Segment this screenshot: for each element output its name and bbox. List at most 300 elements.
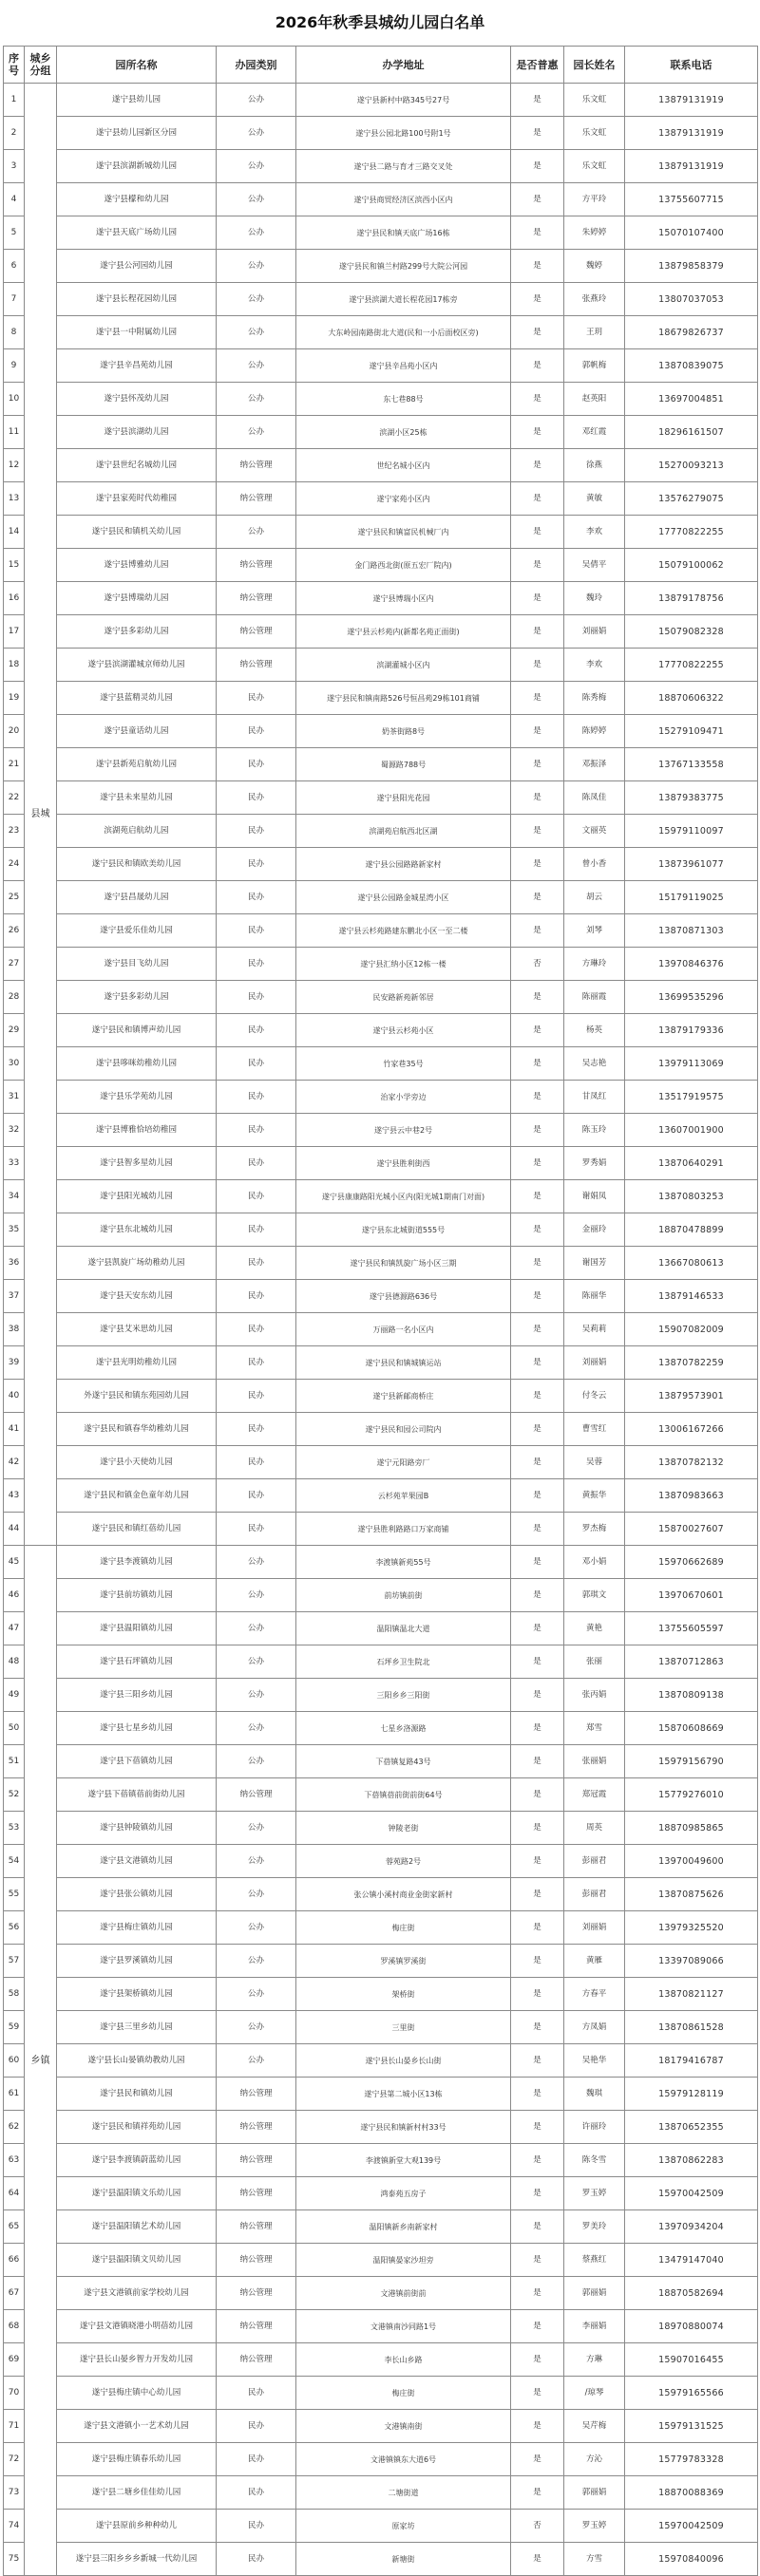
cell-phone: 13873961077	[625, 848, 758, 881]
cell-addr: 世纪名城小区内	[296, 449, 511, 482]
cell-principal: 胡云	[564, 881, 625, 914]
table-row	[4, 2277, 758, 2310]
table-row	[4, 2310, 758, 2343]
cell-principal: 吴蓉	[564, 1446, 625, 1479]
table-row	[4, 1313, 758, 1346]
cell-phone: 15970840096	[625, 2543, 758, 2576]
cell-type: 民办	[217, 682, 296, 715]
cell-addr: 奶茶街路8号	[296, 715, 511, 748]
header-principal: 园长姓名	[564, 47, 625, 84]
table-row	[4, 84, 758, 117]
cell-name: 遂宁县多彩幼儿园	[57, 981, 217, 1014]
cell-inclusive: 是	[511, 1180, 564, 1213]
cell-addr: 东七巷88号	[296, 383, 511, 416]
cell-type: 民办	[217, 1081, 296, 1114]
table-row	[4, 2343, 758, 2377]
cell-seq: 58	[4, 1978, 25, 2011]
table-body	[4, 84, 758, 2576]
cell-type: 民办	[217, 1446, 296, 1479]
table-row	[4, 848, 758, 881]
cell-addr: 治家小学旁边	[296, 1081, 511, 1114]
cell-phone: 13870862283	[625, 2144, 758, 2177]
cell-inclusive: 是	[511, 1313, 564, 1346]
cell-name: 遂宁县梅庄镇幼儿园	[57, 1911, 217, 1945]
cell-addr: 二塘街道	[296, 2476, 511, 2510]
cell-addr: 金门路西北街(原五宏厂院内)	[296, 549, 511, 582]
cell-phone: 13870652355	[625, 2111, 758, 2144]
cell-name: 遂宁县张公镇幼儿园	[57, 1878, 217, 1911]
cell-inclusive: 是	[511, 615, 564, 649]
cell-name: 遂宁县温阳镇文乐幼儿园	[57, 2177, 217, 2210]
cell-principal: 甘凤红	[564, 1081, 625, 1114]
cell-phone: 13870712863	[625, 1645, 758, 1679]
cell-addr: 文港镇镇东大道6号	[296, 2443, 511, 2476]
cell-type: 纳公管理	[217, 2177, 296, 2210]
cell-addr: 文港镇南沙同路1号	[296, 2310, 511, 2343]
cell-addr: 遂宁县民和镇南路526号恒昌苑29栋101商铺	[296, 682, 511, 715]
cell-type: 公办	[217, 250, 296, 283]
cell-inclusive: 是	[511, 1446, 564, 1479]
cell-principal: 杨英	[564, 1014, 625, 1047]
table-row	[4, 649, 758, 682]
cell-seq: 39	[4, 1346, 25, 1380]
cell-phone: 18870088369	[625, 2476, 758, 2510]
cell-inclusive: 是	[511, 117, 564, 150]
cell-name: 遂宁县乐学苑幼儿园	[57, 1081, 217, 1114]
table-row	[4, 216, 758, 250]
table-row	[4, 516, 758, 549]
table-row	[4, 1479, 758, 1513]
cell-inclusive: 是	[511, 1413, 564, 1446]
table-row	[4, 449, 758, 482]
cell-addr: 遂宁县商贸经济区滨西小区内	[296, 183, 511, 216]
cell-seq: 5	[4, 216, 25, 250]
cell-principal: 黄敏	[564, 482, 625, 516]
cell-type: 民办	[217, 748, 296, 781]
cell-principal: 罗玉婷	[564, 2177, 625, 2210]
cell-principal: 魏玲	[564, 582, 625, 615]
cell-type: 民办	[217, 848, 296, 881]
cell-seq: 50	[4, 1712, 25, 1745]
cell-principal: /琼琴	[564, 2377, 625, 2410]
cell-addr: 云杉苑苹果园B	[296, 1479, 511, 1513]
cell-inclusive: 是	[511, 2410, 564, 2443]
table-header-row	[4, 47, 758, 84]
cell-inclusive: 是	[511, 582, 564, 615]
cell-addr: 遂宁县辛昌苑小区内	[296, 349, 511, 383]
table-row	[4, 1546, 758, 1579]
cell-type: 公办	[217, 1978, 296, 2011]
cell-inclusive: 是	[511, 1945, 564, 1978]
cell-phone: 15179119025	[625, 881, 758, 914]
cell-addr: 遂宁县德源路636号	[296, 1280, 511, 1313]
cell-seq: 3	[4, 150, 25, 183]
cell-phone: 13870803253	[625, 1180, 758, 1213]
cell-inclusive: 是	[511, 914, 564, 948]
cell-addr: 遂宁县新村中路345号27号	[296, 84, 511, 117]
table-row	[4, 2210, 758, 2244]
cell-seq: 45	[4, 1546, 25, 1579]
cell-inclusive: 是	[511, 1878, 564, 1911]
cell-type: 民办	[217, 948, 296, 981]
cell-phone: 13979113069	[625, 1047, 758, 1081]
cell-addr: 滨湖小区25栋	[296, 416, 511, 449]
cell-principal: 谢娟凤	[564, 1180, 625, 1213]
cell-addr: 钟陵老街	[296, 1812, 511, 1845]
cell-name: 外遂宁县民和镇东苑园幼儿园	[57, 1380, 217, 1413]
cell-seq: 29	[4, 1014, 25, 1047]
cell-addr: 遂宁县民和镇城镇运站	[296, 1346, 511, 1380]
cell-principal: 陈婷婷	[564, 715, 625, 748]
cell-addr: 万丽路一名小区内	[296, 1313, 511, 1346]
cell-type: 纳公管理	[217, 2210, 296, 2244]
cell-name: 遂宁县天安东幼儿园	[57, 1280, 217, 1313]
cell-inclusive: 是	[511, 283, 564, 316]
cell-addr: 遂宁县民和镇凯旋广场小区三期	[296, 1247, 511, 1280]
cell-type: 纳公管理	[217, 582, 296, 615]
cell-principal: 彭丽君	[564, 1845, 625, 1878]
cell-inclusive: 是	[511, 2144, 564, 2177]
cell-phone: 15907082009	[625, 1313, 758, 1346]
cell-phone: 13879178756	[625, 582, 758, 615]
cell-inclusive: 是	[511, 1812, 564, 1845]
cell-phone: 18870582694	[625, 2277, 758, 2310]
cell-addr: 遂宁县公园路金城星湾小区	[296, 881, 511, 914]
cell-type: 民办	[217, 1047, 296, 1081]
table-row	[4, 283, 758, 316]
cell-name: 遂宁县多彩幼儿园	[57, 615, 217, 649]
table-row	[4, 1645, 758, 1679]
cell-seq: 26	[4, 914, 25, 948]
cell-name: 遂宁县哆咪幼稚幼儿园	[57, 1047, 217, 1081]
cell-type: 纳公管理	[217, 649, 296, 682]
table-row	[4, 1679, 758, 1712]
cell-phone: 13870782132	[625, 1446, 758, 1479]
cell-seq: 7	[4, 283, 25, 316]
cell-principal: 郑雪	[564, 1712, 625, 1745]
cell-phone: 13667080613	[625, 1247, 758, 1280]
cell-phone: 15270093213	[625, 449, 758, 482]
cell-addr: 遂宁县滨湖大道长程花园17栋旁	[296, 283, 511, 316]
cell-seq: 53	[4, 1812, 25, 1845]
cell-seq: 75	[4, 2543, 25, 2576]
cell-addr: 遂宁县康康路阳光城小区内(阳光城1期南门对面)	[296, 1180, 511, 1213]
cell-addr: 竹家巷35号	[296, 1047, 511, 1081]
cell-phone: 13870875626	[625, 1878, 758, 1911]
cell-inclusive: 是	[511, 881, 564, 914]
cell-seq: 14	[4, 516, 25, 549]
cell-addr: 民安路新苑新邻居	[296, 981, 511, 1014]
cell-seq: 17	[4, 615, 25, 649]
cell-phone: 13870821127	[625, 1978, 758, 2011]
cell-phone: 13970049600	[625, 1845, 758, 1878]
cell-name: 遂宁县长山晏乡智力开发幼儿园	[57, 2343, 217, 2377]
cell-principal: 邓振泽	[564, 748, 625, 781]
cell-inclusive: 是	[511, 150, 564, 183]
cell-type: 纳公管理	[217, 2244, 296, 2277]
cell-principal: 陈丽华	[564, 1280, 625, 1313]
cell-addr: 文港镇前街前	[296, 2277, 511, 2310]
table-row	[4, 1247, 758, 1280]
cell-inclusive: 是	[511, 1745, 564, 1778]
cell-type: 民办	[217, 1479, 296, 1513]
cell-inclusive: 是	[511, 84, 564, 117]
cell-name: 遂宁县前坊镇幼儿园	[57, 1579, 217, 1612]
table-row	[4, 1047, 758, 1081]
cell-name: 遂宁县爱乐佳幼儿园	[57, 914, 217, 948]
cell-addr: 梅庄街	[296, 1911, 511, 1945]
table-row	[4, 2543, 758, 2576]
cell-phone: 13879383775	[625, 781, 758, 815]
cell-principal: 徐燕	[564, 449, 625, 482]
cell-principal: 方琳	[564, 2343, 625, 2377]
cell-seq: 40	[4, 1380, 25, 1413]
cell-inclusive: 是	[511, 1978, 564, 2011]
cell-type: 民办	[217, 1213, 296, 1247]
cell-phone: 13870640291	[625, 1147, 758, 1180]
cell-principal: 邓小娟	[564, 1546, 625, 1579]
cell-seq: 12	[4, 449, 25, 482]
cell-phone: 13697004851	[625, 383, 758, 416]
cell-name: 遂宁县一中附属幼儿园	[57, 316, 217, 349]
cell-name: 遂宁县滨湖灌城京师幼儿园	[57, 649, 217, 682]
cell-phone: 15779276010	[625, 1778, 758, 1812]
cell-name: 遂宁县民和镇金色童年幼儿园	[57, 1479, 217, 1513]
cell-type: 公办	[217, 316, 296, 349]
cell-seq: 52	[4, 1778, 25, 1812]
cell-inclusive: 是	[511, 316, 564, 349]
cell-name: 遂宁县民和镇春华幼稚幼儿园	[57, 1413, 217, 1446]
cell-phone: 18870478899	[625, 1213, 758, 1247]
cell-inclusive: 是	[511, 981, 564, 1014]
cell-inclusive: 是	[511, 1612, 564, 1645]
cell-inclusive: 是	[511, 2177, 564, 2210]
cell-seq: 37	[4, 1280, 25, 1313]
cell-name: 遂宁县三阳乡乡乡新城一代幼儿园	[57, 2543, 217, 2576]
cell-principal: 吴莉莉	[564, 1313, 625, 1346]
cell-phone: 13870782259	[625, 1346, 758, 1380]
table-row	[4, 2111, 758, 2144]
cell-addr: 下蓓镇蓓前街前街64号	[296, 1778, 511, 1812]
cell-type: 纳公管理	[217, 449, 296, 482]
cell-type: 民办	[217, 1413, 296, 1446]
table-row	[4, 1612, 758, 1645]
table-row	[4, 1845, 758, 1878]
cell-type: 公办	[217, 349, 296, 383]
cell-inclusive: 是	[511, 1845, 564, 1878]
cell-seq: 9	[4, 349, 25, 383]
cell-inclusive: 是	[511, 516, 564, 549]
cell-name: 遂宁县文港镇前家学校幼儿园	[57, 2277, 217, 2310]
cell-seq: 54	[4, 1845, 25, 1878]
cell-addr: 遂宁县二路与育才三路交叉处	[296, 150, 511, 183]
cell-inclusive: 是	[511, 383, 564, 416]
cell-phone: 15870608669	[625, 1712, 758, 1745]
cell-principal: 魏琪	[564, 2078, 625, 2111]
cell-addr: 遂宁县阳光花园	[296, 781, 511, 815]
table-row	[4, 1114, 758, 1147]
cell-name: 遂宁县温阳镇文贝幼儿园	[57, 2244, 217, 2277]
cell-phone: 13879131919	[625, 117, 758, 150]
cell-principal: 黄振华	[564, 1479, 625, 1513]
cell-seq: 35	[4, 1213, 25, 1247]
cell-addr: 李渡镇新堂大观139号	[296, 2144, 511, 2177]
cell-inclusive: 是	[511, 2377, 564, 2410]
cell-inclusive: 是	[511, 1579, 564, 1612]
cell-inclusive: 是	[511, 1380, 564, 1413]
table-row	[4, 250, 758, 283]
cell-type: 公办	[217, 1679, 296, 1712]
cell-seq: 2	[4, 117, 25, 150]
cell-type: 民办	[217, 1247, 296, 1280]
cell-principal: 陈玉玲	[564, 1114, 625, 1147]
cell-name: 遂宁县李渡镇幼儿园	[57, 1546, 217, 1579]
cell-seq: 22	[4, 781, 25, 815]
cell-name: 遂宁县幼儿园	[57, 84, 217, 117]
cell-inclusive: 是	[511, 1513, 564, 1546]
cell-type: 民办	[217, 1346, 296, 1380]
table-row	[4, 1180, 758, 1213]
cell-name: 遂宁县公河园幼儿园	[57, 250, 217, 283]
cell-type: 民办	[217, 2543, 296, 2576]
cell-phone: 13970934204	[625, 2210, 758, 2244]
cell-name: 遂宁县民和镇欧美幼儿园	[57, 848, 217, 881]
cell-phone: 15079082328	[625, 615, 758, 649]
cell-name: 遂宁县民和镇红蓓幼儿园	[57, 1513, 217, 1546]
cell-principal: 郭丽娟	[564, 2476, 625, 2510]
cell-principal: 方雪	[564, 2543, 625, 2576]
cell-type: 民办	[217, 815, 296, 848]
cell-phone: 13576279075	[625, 482, 758, 516]
cell-phone: 13767133558	[625, 748, 758, 781]
cell-inclusive: 是	[511, 1247, 564, 1280]
cell-principal: 陈凤佳	[564, 781, 625, 815]
cell-type: 公办	[217, 1645, 296, 1679]
cell-seq: 1	[4, 84, 25, 117]
cell-principal: 方琳玲	[564, 948, 625, 981]
cell-type: 民办	[217, 2410, 296, 2443]
cell-inclusive: 是	[511, 416, 564, 449]
cell-seq: 65	[4, 2210, 25, 2244]
cell-principal: 赵英阳	[564, 383, 625, 416]
table-row	[4, 1812, 758, 1845]
cell-inclusive: 是	[511, 2476, 564, 2510]
cell-principal: 乐文虹	[564, 150, 625, 183]
cell-name: 遂宁县凯旋广场幼稚幼儿园	[57, 1247, 217, 1280]
cell-inclusive: 是	[511, 1346, 564, 1380]
cell-principal: 乐文虹	[564, 117, 625, 150]
cell-phone: 13870871303	[625, 914, 758, 948]
cell-seq: 4	[4, 183, 25, 216]
cell-inclusive: 是	[511, 682, 564, 715]
cell-type: 公办	[217, 150, 296, 183]
cell-seq: 43	[4, 1479, 25, 1513]
cell-seq: 13	[4, 482, 25, 516]
table-row	[4, 2177, 758, 2210]
cell-seq: 61	[4, 2078, 25, 2111]
cell-seq: 59	[4, 2011, 25, 2044]
cell-addr: 遂宁县博瑞小区内	[296, 582, 511, 615]
cell-inclusive: 是	[511, 2244, 564, 2277]
cell-type: 纳公管理	[217, 482, 296, 516]
cell-type: 纳公管理	[217, 1778, 296, 1812]
cell-principal: 方平玲	[564, 183, 625, 216]
header-phone: 联系电话	[625, 47, 758, 84]
cell-type: 公办	[217, 117, 296, 150]
cell-inclusive: 是	[511, 1645, 564, 1679]
cell-name: 遂宁县石坪镇幼儿园	[57, 1645, 217, 1679]
cell-phone: 13879573901	[625, 1380, 758, 1413]
cell-name: 遂宁县文港镇晓港小明蓓幼儿园	[57, 2310, 217, 2343]
table-row	[4, 1945, 758, 1978]
cell-seq: 18	[4, 649, 25, 682]
table-row	[4, 183, 758, 216]
cell-inclusive: 是	[511, 715, 564, 748]
cell-seq: 34	[4, 1180, 25, 1213]
cell-inclusive: 是	[511, 649, 564, 682]
cell-type: 公办	[217, 383, 296, 416]
table-row	[4, 1014, 758, 1047]
cell-name: 遂宁县小天使幼儿园	[57, 1446, 217, 1479]
cell-phone: 13607001900	[625, 1114, 758, 1147]
cell-name: 遂宁县檬和幼儿园	[57, 183, 217, 216]
cell-seq: 73	[4, 2476, 25, 2510]
cell-inclusive: 是	[511, 1213, 564, 1247]
cell-inclusive: 是	[511, 848, 564, 881]
cell-name: 遂宁县滨湖新城幼儿园	[57, 150, 217, 183]
cell-inclusive: 是	[511, 1114, 564, 1147]
cell-addr: 遂宁县第二城小区13栋	[296, 2078, 511, 2111]
cell-principal: 罗美玲	[564, 2210, 625, 2244]
cell-addr: 遂宁县公园路路新家村	[296, 848, 511, 881]
cell-phone: 15070107400	[625, 216, 758, 250]
cell-seq: 55	[4, 1878, 25, 1911]
cell-type: 公办	[217, 1745, 296, 1778]
cell-inclusive: 是	[511, 1014, 564, 1047]
cell-principal: 陈冬雪	[564, 2144, 625, 2177]
cell-addr: 遂宁县胜利街西	[296, 1147, 511, 1180]
cell-phone: 15970662689	[625, 1546, 758, 1579]
cell-inclusive: 是	[511, 2277, 564, 2310]
cell-addr: 遂宁县民和镇新村村33号	[296, 2111, 511, 2144]
cell-seq: 49	[4, 1679, 25, 1712]
cell-inclusive: 是	[511, 482, 564, 516]
cell-inclusive: 是	[511, 815, 564, 848]
cell-principal: 乐文虹	[564, 84, 625, 117]
cell-principal: 刘琴	[564, 914, 625, 948]
cell-phone: 17770822255	[625, 516, 758, 549]
cell-seq: 11	[4, 416, 25, 449]
cell-inclusive: 是	[511, 2310, 564, 2343]
cell-phone: 15979165566	[625, 2377, 758, 2410]
table-row	[4, 1712, 758, 1745]
cell-name: 遂宁县温阳镇幼儿园	[57, 1612, 217, 1645]
table-row	[4, 715, 758, 748]
cell-principal: 陈丽霞	[564, 981, 625, 1014]
cell-addr: 滨湖苑启航西北区湖	[296, 815, 511, 848]
cell-addr: 梅庄街	[296, 2377, 511, 2410]
cell-type: 纳公管理	[217, 2144, 296, 2177]
cell-seq: 15	[4, 549, 25, 582]
cell-phone: 13755605597	[625, 1612, 758, 1645]
cell-seq: 42	[4, 1446, 25, 1479]
header-address: 办学地址	[296, 47, 511, 84]
cell-type: 公办	[217, 1712, 296, 1745]
table-row	[4, 383, 758, 416]
cell-name: 遂宁县下蓓镇蓓前街幼儿园	[57, 1778, 217, 1812]
cell-type: 民办	[217, 1313, 296, 1346]
cell-inclusive: 是	[511, 2011, 564, 2044]
